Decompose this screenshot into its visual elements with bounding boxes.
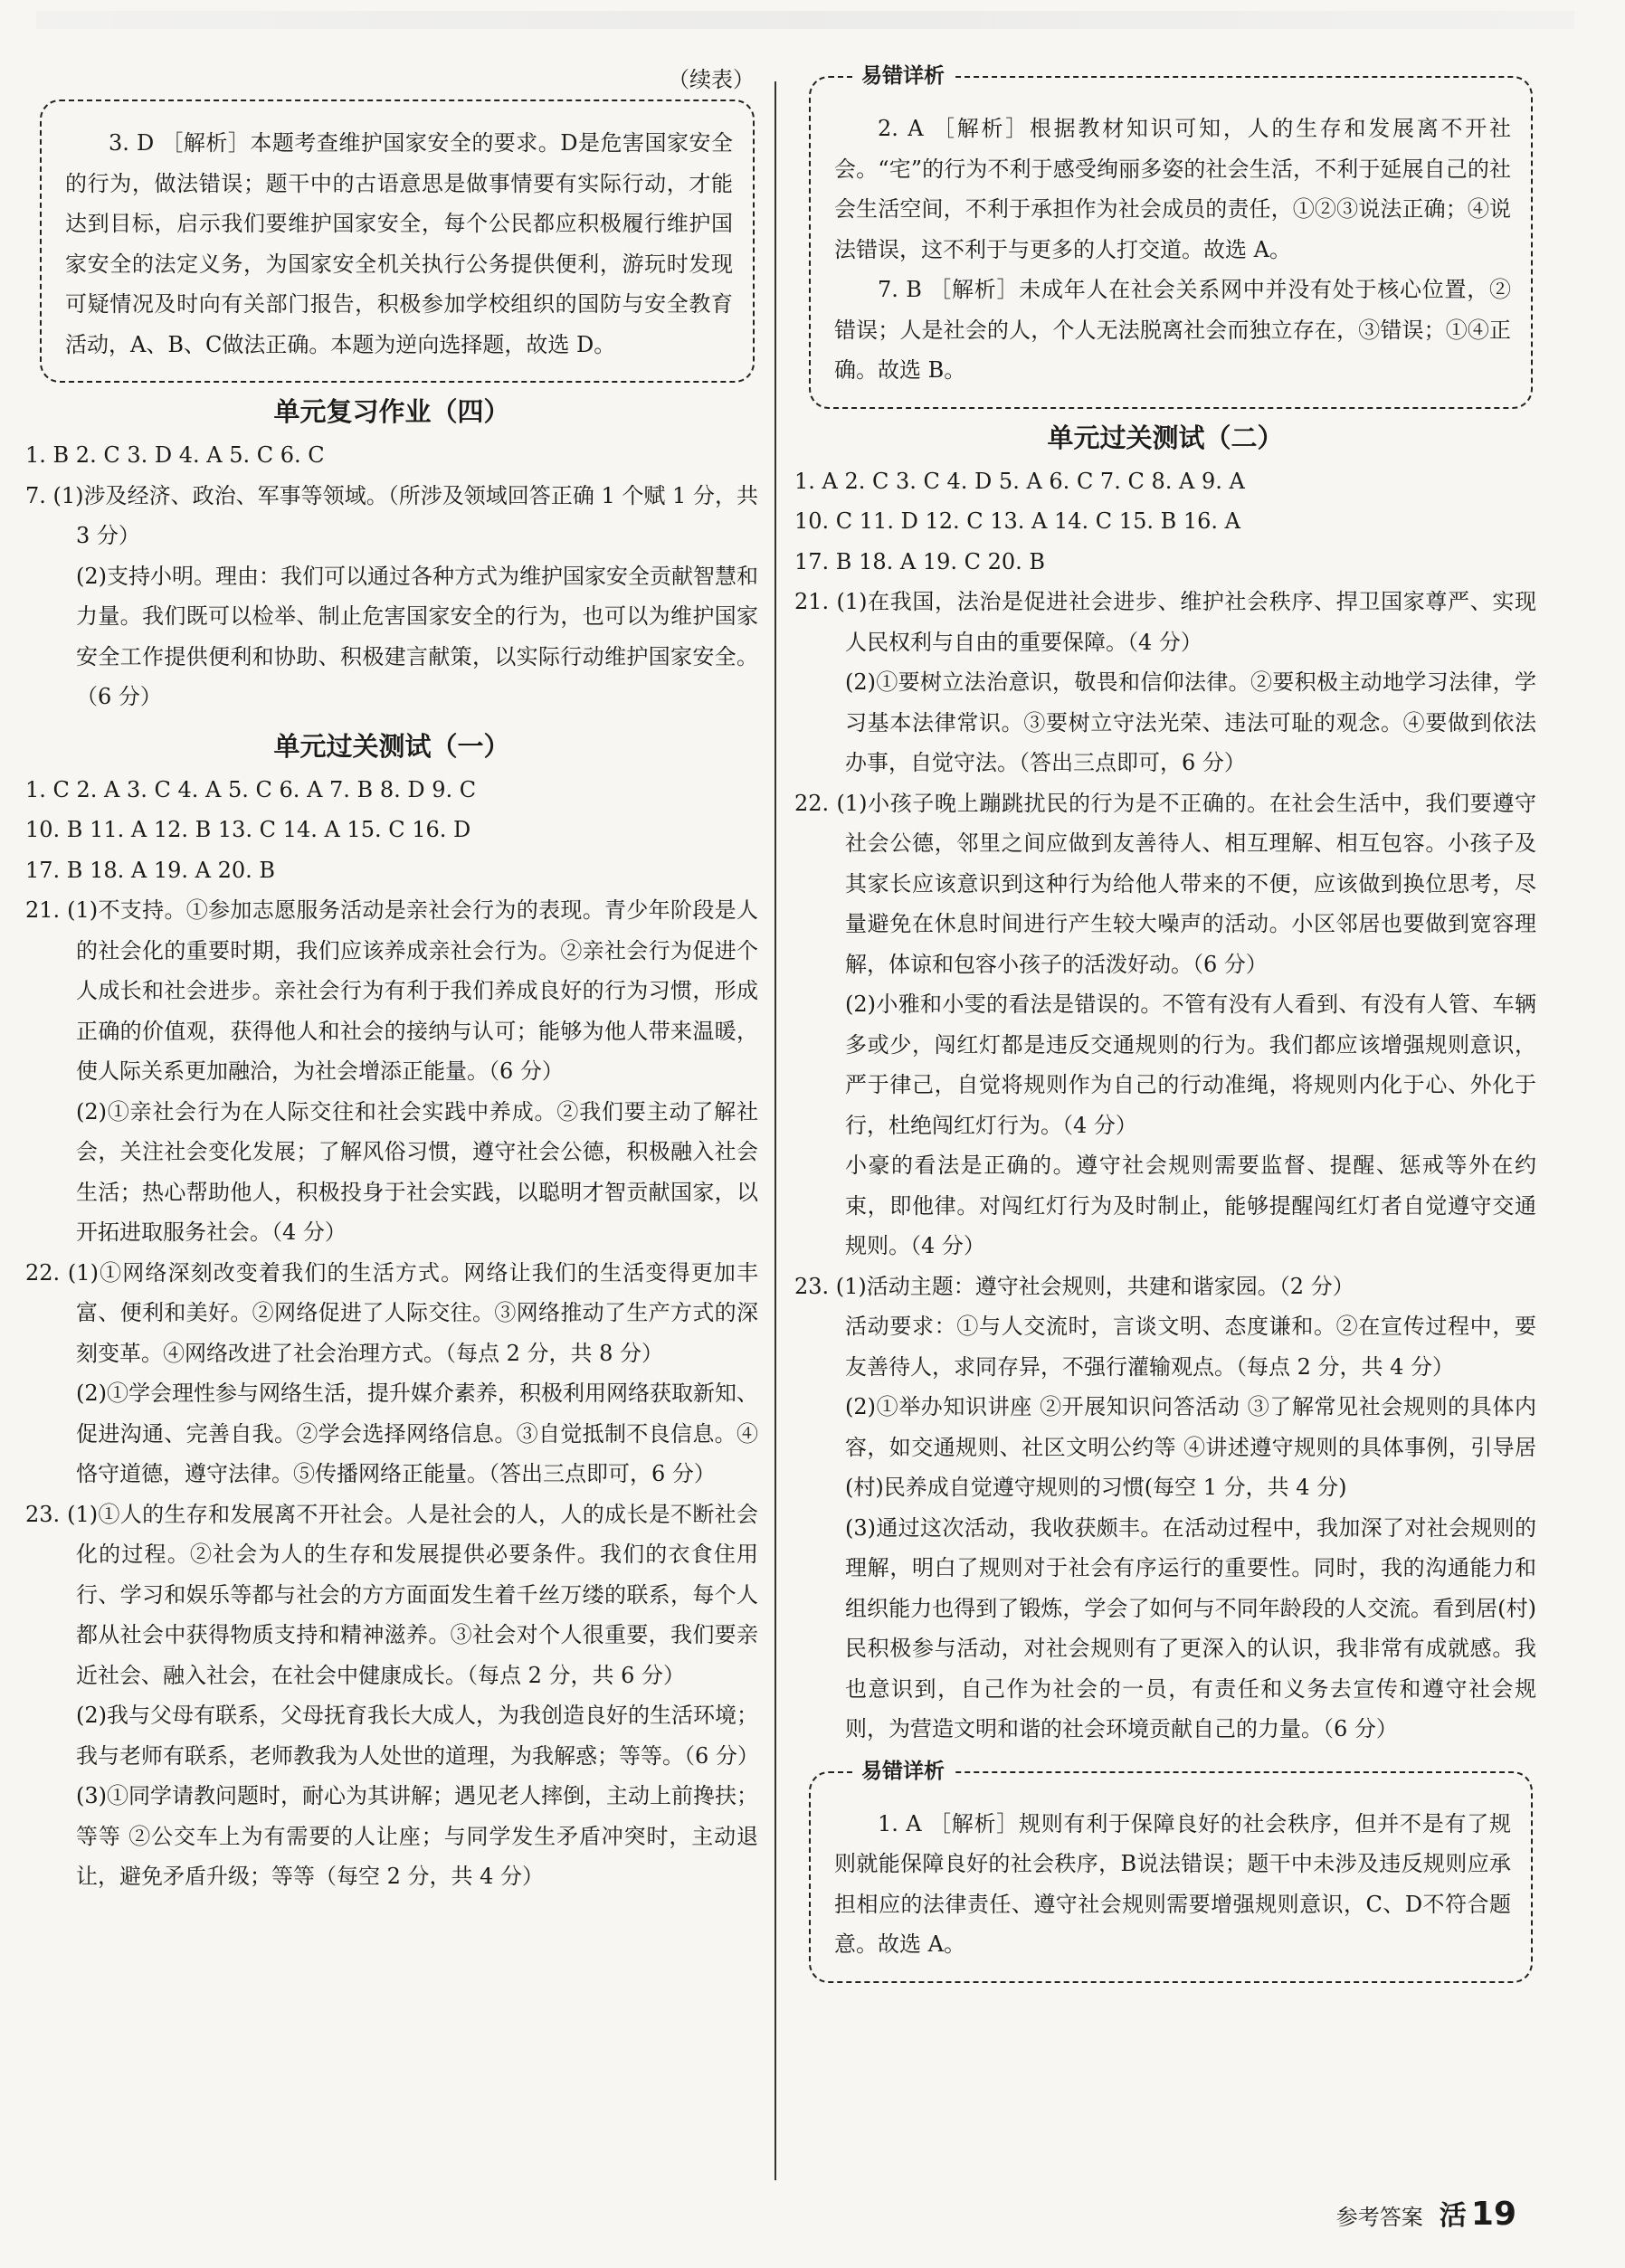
answer-line: 1. C 2. A 3. C 4. A 5. C 6. A 7. B 8. D 9. C: [25, 776, 477, 802]
answer-line: 小豪的看法是正确的。遵守社会规则需要监督、提醒、惩戒等外在约束，即他律。对闯红灯行为及时制止，能够提醒闯红灯者自觉遵守交通规则。（4 分）: [845, 1153, 1536, 1258]
page-footer: [1336, 2193, 1516, 2233]
answer-line: (2)①亲社会行为在人际交往和社会实践中养成。②我们要主动了解社会，关注社会变化发展；了解风俗习惯，遵守社会公德，积极融入社会生活；热心帮助他人，积极投身于社会实践，以聪明才智贡献国家，以开拓进取服务社会。（4 分）: [76, 1098, 758, 1245]
answer-line: 10. C 11. D 12. C 13. A 14. C 15. B 16. A: [794, 508, 1240, 534]
section-title-test-2: 单元过关测试（二）: [1047, 422, 1284, 453]
footer-symbol: 活: [1439, 2200, 1467, 2232]
continued-label: （续表）: [668, 67, 755, 92]
analysis-item: 3. D ［解析］本题考查维护国家安全的要求。D是危害国家安全的行为，做法错误；题干中的古语意思是做事情要有实际行动，才能达到目标，启示我们要维护国家安全，每个公民都应积极履行维护国家安全的法定义务，为国家安全机关执行公务提供便利，游玩时发现可疑情况及时向有关部门报告，积极参加学校组织的国防与安全教育活动，A、B、C做法正确。本题为逆向选择题，故选 D。: [65, 130, 733, 357]
answer-line: (2)支持小明。理由：我们可以通过各种方式为维护国家安全贡献智慧和力量。我们既可以检举、制止危害国家安全的行为，也可以为维护国家安全工作提供便利和协助、积极建言献策，以实际行动维护国家安全。（6 分）: [76, 563, 758, 709]
analysis-box-left: [40, 100, 755, 383]
answer-line: 1. A 2. C 3. C 4. D 5. A 6. C 7. C 8. A 9. A: [794, 468, 1245, 494]
answer-line: (3)通过这次活动，我收获颇丰。在活动过程中，我加深了对社会规则的理解，明白了规则对于社会有序运行的重要性。同时，我的沟通能力和组织能力也得到了锻炼，学会了如何与不同年龄段的人交流。看到居(村)民积极参与活动，对社会规则有了更深入的认识，我非常有成就感。我也意识到，自己作为社会的一员，有责任和义务去宣传和遵守社会规则，为营造文明和谐的社会环境贡献自己的力量。（6 分）: [845, 1514, 1536, 1741]
answer-line: 21. (1)不支持。①参加志愿服务活动是亲社会行为的表现。青少年阶段是人的社会化的重要时期，我们应该养成亲社会行为。②亲社会行为促进个人成长和社会进步。亲社会行为有利于我们养成良好的行为习惯，形成正确的价值观，获得他人和社会的接纳与认可；能够为他人带来温暖，使人际关系更加融洽，为社会增添正能量。（6 分）: [25, 897, 758, 1084]
error-analysis-box-1: [809, 64, 1533, 409]
left-column: [25, 63, 758, 1897]
section-review-4: [25, 435, 758, 717]
error-analysis-title: 易错详析: [852, 60, 954, 92]
answer-line: 21. (1)在我国，法治是促进社会进步、维护社会秩序、捍卫国家尊严、实现人民权利与自由的重要保障。（4 分）: [794, 589, 1536, 655]
answer-line: 17. B 18. A 19. C 20. B: [794, 548, 1046, 574]
answer-line: 22. (1)小孩子晚上蹦跳扰民的行为是不正确的。在社会生活中，我们要遵守社会公德，邻里之间应做到友善待人、相互理解、相互包容。小孩子及其家长应该意识到这种行为给他人带来的不便，应该做到换位思考，尽量避免在休息时间进行产生较大噪声的活动。小区邻居也要做到宽容理解，体谅和包容小孩子的活泼好动。（6 分）: [794, 790, 1536, 977]
answer-line: 22. (1)①网络深刻改变着我们的生活方式。网络让我们的生活变得更加丰富、便利和美好。②网络促进了人际交往。③网络推动了生产方式的深刻变革。④网络改进了社会治理方式。（每点 2 分，共 8 分）: [25, 1259, 758, 1366]
error-analysis-title: 易错详析: [852, 1755, 954, 1788]
answer-line: (2)小雅和小雯的看法是错误的。不管有没有人看到、有没有人管、车辆多或少，闯红灯都是违反交通规则的行为。我们都应该增强规则意识，严于律己，自觉将规则作为自己的行动准绳，将规则内化于心、外化于行，杜绝闯红灯行为。（4 分）: [845, 992, 1536, 1138]
analysis-item: 7. B ［解析］未成年人在社会关系网中并没有处于核心位置，②错误；人是社会的人，个人无法脱离社会而独立存在，③错误；①④正确。故选 B。: [834, 277, 1511, 383]
section-test-2: [794, 461, 1536, 1750]
section-title-test-1: 单元过关测试（一）: [273, 730, 510, 762]
section-title-review-4: 单元复习作业（四）: [273, 396, 510, 427]
analysis-item: 1. A ［解析］规则有利于保障良好的社会秩序，但并不是有了规则就能保障良好的社会秩序，B说法错误；题干中未涉及违反规则应承担相应的法律责任、遵守社会规则需要增强规则意识，C、D不符合题意。故选 A。: [834, 1810, 1511, 1957]
footer-label: 参考答案: [1335, 2205, 1423, 2230]
error-analysis-box-2: [809, 1759, 1533, 1983]
answer-line: (2)①要树立法治意识，敬畏和信仰法律。②要积极主动地学习法律，学习基本法律常识。③要树立守法光荣、违法可耻的观念。④要做到依法办事，自觉守法。（答出三点即可，6 分）: [845, 669, 1536, 775]
answer-line: (2)①举办知识讲座 ②开展知识问答活动 ③了解常见社会规则的具体内容，如交通规则、社区文明公约等 ④讲述遵守规则的具体事例，引导居(村)民养成自觉遵守规则的习惯(每空 1 分，共 4 分): [845, 1394, 1536, 1500]
analysis-item: 2. A ［解析］根据教材知识可知，人的生存和发展离不开社会。“宅”的行为不利于感受绚丽多姿的社会生活，不利于延展自己的社会生活空间，不利于承担作为社会成员的责任，①②③说法正确；④说法错误，这不利于与更多的人打交道。故选 A。: [834, 116, 1511, 262]
right-column: [794, 64, 1536, 1992]
answer-line: 7. (1)涉及经济、政治、军事等领域。（所涉及领域回答正确 1 个赋 1 分，共 3 分）: [25, 482, 758, 548]
answer-line: 1. B 2. C 3. D 4. A 5. C 6. C: [25, 442, 325, 468]
top-edge-band: [36, 11, 1574, 29]
answer-line: 10. B 11. A 12. B 13. C 14. A 15. C 16. D: [25, 817, 471, 842]
column-divider: [774, 81, 776, 2180]
answer-line: 23. (1)①人的生存和发展离不开社会。人是社会的人，人的成长是不断社会化的过程。②社会为人的生存和发展提供必要条件。我们的衣食住用行、学习和娱乐等都与社会的方方面面发生着千丝万缕的联系，每个人都从社会中获得物质支持和精神滋养。③社会对个人很重要，我们要亲近社会、融入社会，在社会中健康成长。（每点 2 分，共 6 分）: [25, 1501, 758, 1688]
answer-line: 活动要求：①与人交流时，言谈文明、态度谦和。②在宣传过程中，要友善待人，求同存异，不强行灌输观点。（每点 2 分，共 4 分）: [845, 1314, 1536, 1380]
section-test-1: [25, 770, 758, 1897]
answer-line: (3)①同学请教问题时，耐心为其讲解；遇见老人摔倒，主动上前搀扶；等等 ②公交车上为有需要的人让座；与同学发生矛盾冲突时，主动退让，避免矛盾升级；等等（每空 2 分，共 4 分）: [76, 1783, 758, 1889]
answer-line: 23. (1)活动主题：遵守社会规则，共建和谐家园。（2 分）: [794, 1273, 1354, 1299]
answer-line: (2)我与父母有联系，父母抚育我长大成人，为我创造良好的生活环境；我与老师有联系，老师教我为人处世的道理，为我解惑；等等。（6 分）: [76, 1703, 759, 1769]
page-number: 19: [1470, 2196, 1516, 2233]
answer-line: 17. B 18. A 19. A 20. B: [25, 857, 276, 883]
answer-line: (2)①学会理性参与网络生活，提升媒介素养，积极利用网络获取新知、促进沟通、完善自我。②学会选择网络信息。③自觉抵制不良信息。④恪守道德，遵守法律。⑤传播网络正能量。（答出三点即可，6 分）: [76, 1381, 758, 1486]
